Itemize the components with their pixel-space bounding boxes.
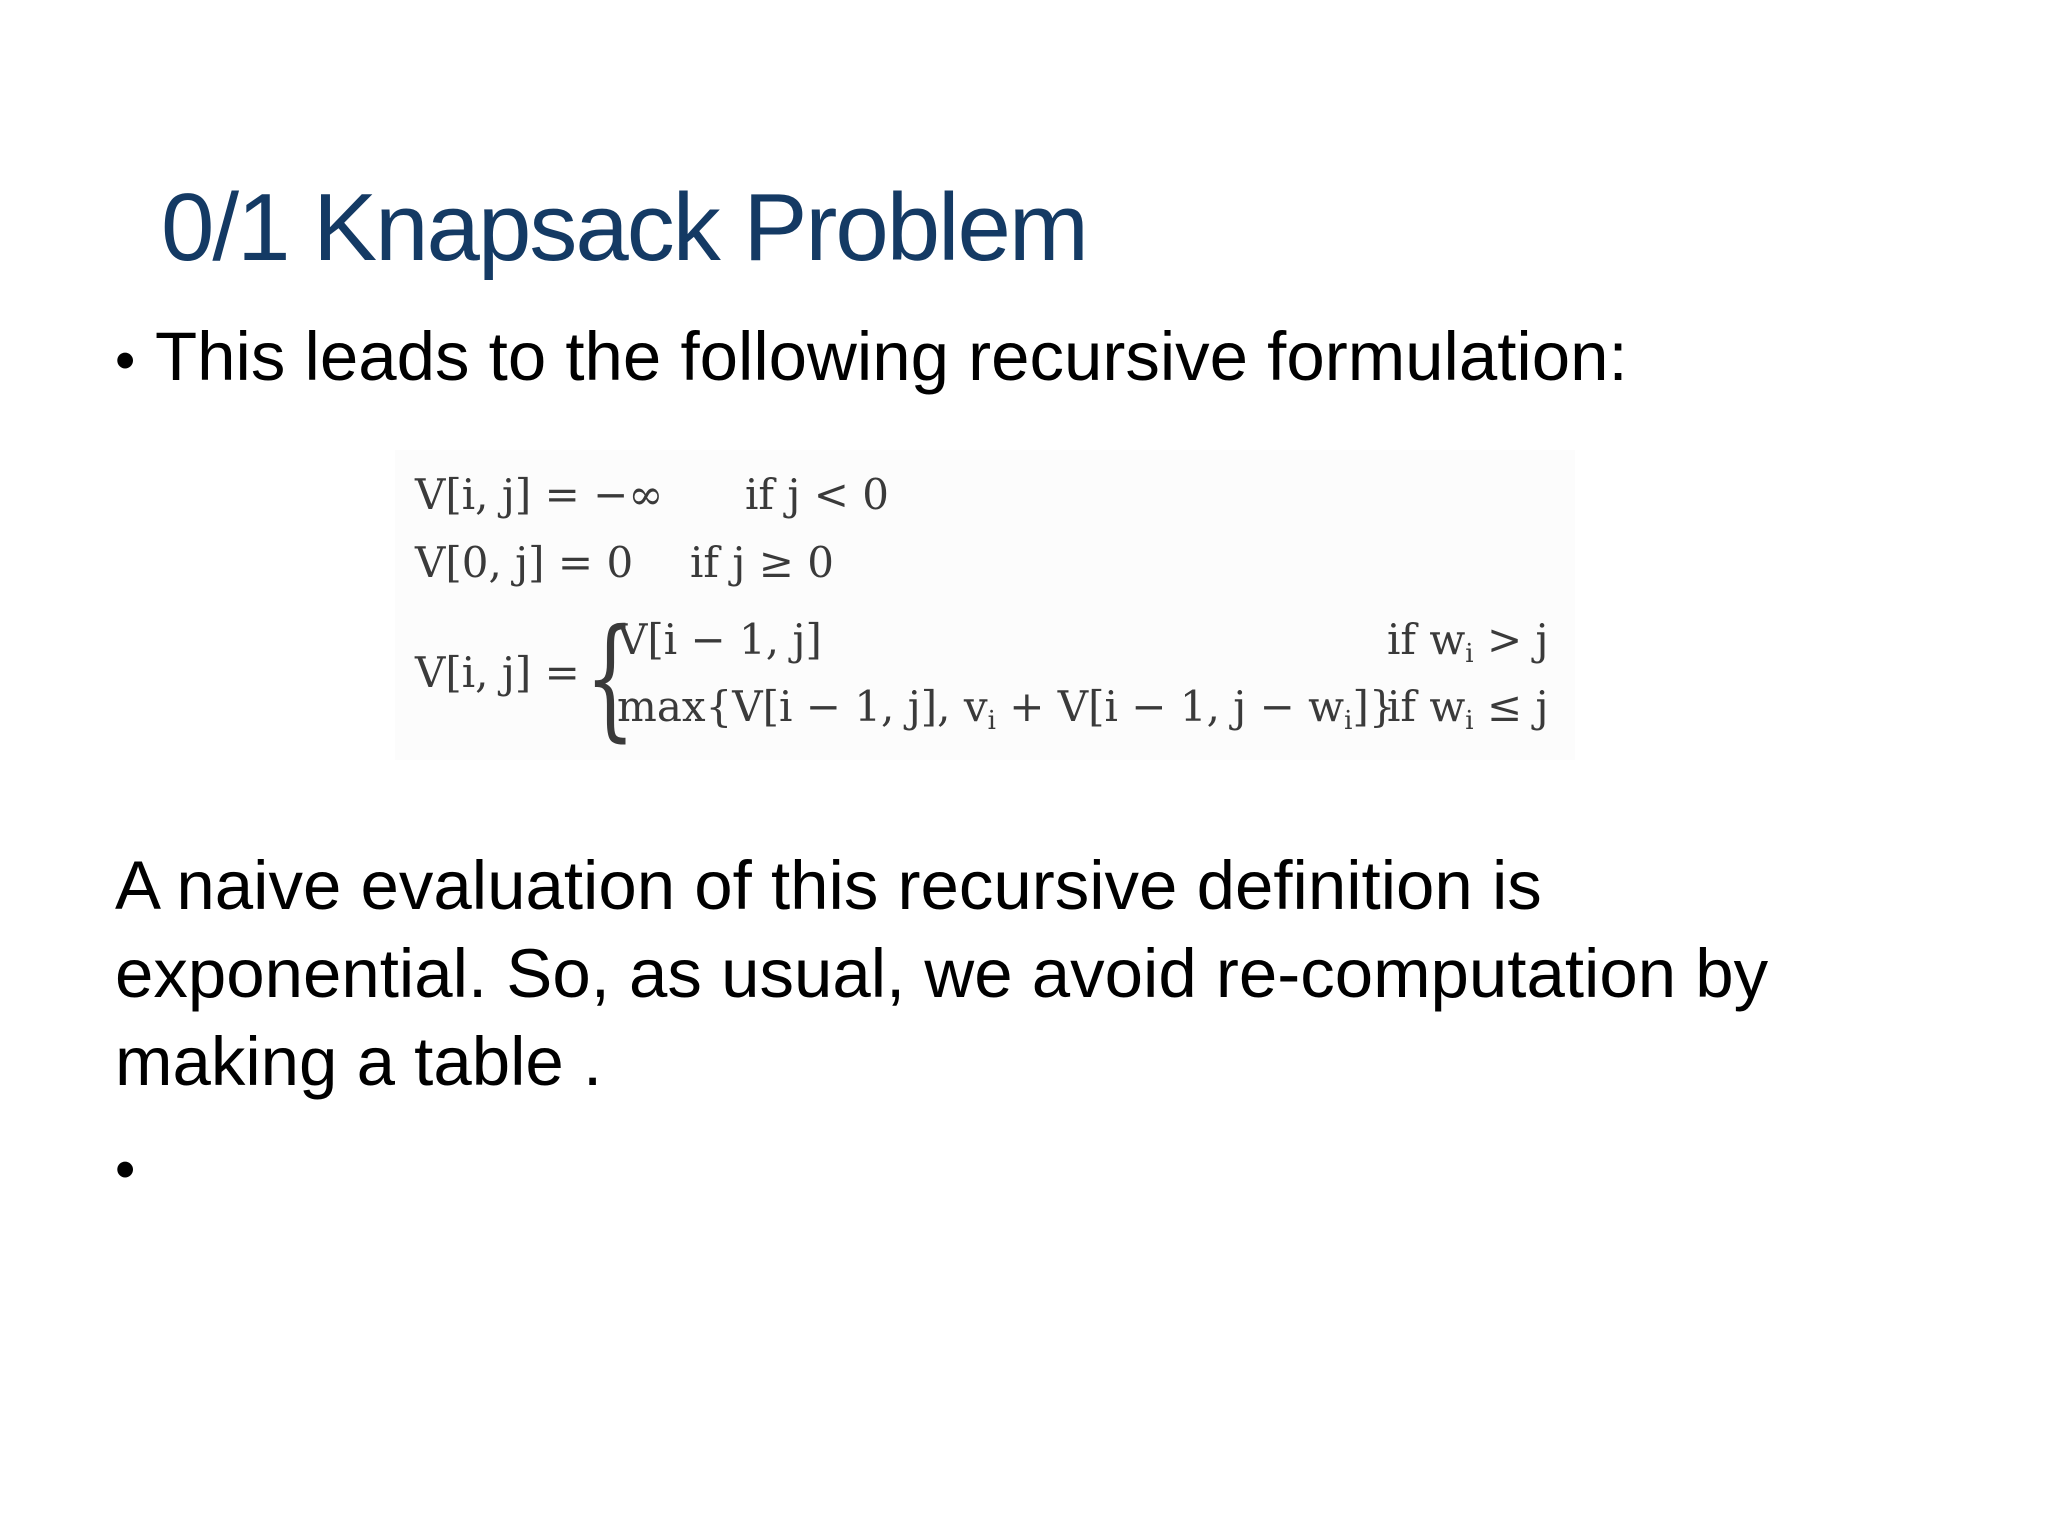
formula-case-1 [617,615,822,665]
bullet-text: This leads to the following recursive formulation: [155,318,1628,395]
case-2-expr-sub-2: i [1344,706,1353,736]
slide-title: 0/1 Knapsack Problem [161,174,1087,281]
bullet-icon: • [115,328,136,393]
paragraph-line-1: A naive evaluation of this recursive definition is [115,847,1542,924]
formula-case-2-condition [1387,682,1549,746]
case-2-expr-c: ]} [1352,682,1396,731]
case-2-cond-sub: i [1465,706,1474,736]
bullet-item [115,312,1628,406]
curly-brace-icon: { [585,601,636,755]
case-2-expr-sub-1: i [987,706,996,736]
formula-row-2-condition [690,538,834,588]
case-2-expr-b: + V[i − 1, j − w [995,682,1345,731]
recurrence-formula [395,450,1575,760]
case-2-cond-post: ≤ j [1473,682,1549,731]
formula-row-2-lhs: V[0, j] = 0 [415,538,634,587]
body-paragraph [115,842,1995,1106]
case-2-cond-pre: if w [1387,682,1466,731]
formula-row-1 [415,470,663,520]
formula-row-3-lhs [415,648,580,698]
formula-row-1-condition [745,470,889,520]
formula-row-2-cond-text: if j ≥ 0 [690,538,834,587]
formula-case-1-expr: V[i − 1, j] [617,615,822,664]
formula-case-2 [617,682,1396,746]
case-1-cond-pre: if w [1387,615,1466,664]
case-1-cond-sub: i [1465,639,1474,669]
formula-row-2 [415,538,633,588]
case-2-expr-a: max{V[i − 1, j], v [617,682,988,731]
empty-bullet-icon: • [115,1137,136,1202]
case-1-cond-post: > j [1473,615,1549,664]
formula-row-1-lhs: V[i, j] = −∞ [415,470,664,519]
formula-row-1-cond-text: if j < 0 [745,470,889,519]
formula-case-1-condition [1387,615,1549,679]
paragraph-line-3: making a table . [115,1023,603,1100]
formula-row-3-lhs-text: V[i, j] = [415,648,580,697]
paragraph-line-2: exponential. So, as usual, we avoid re-computation by [115,935,1769,1012]
